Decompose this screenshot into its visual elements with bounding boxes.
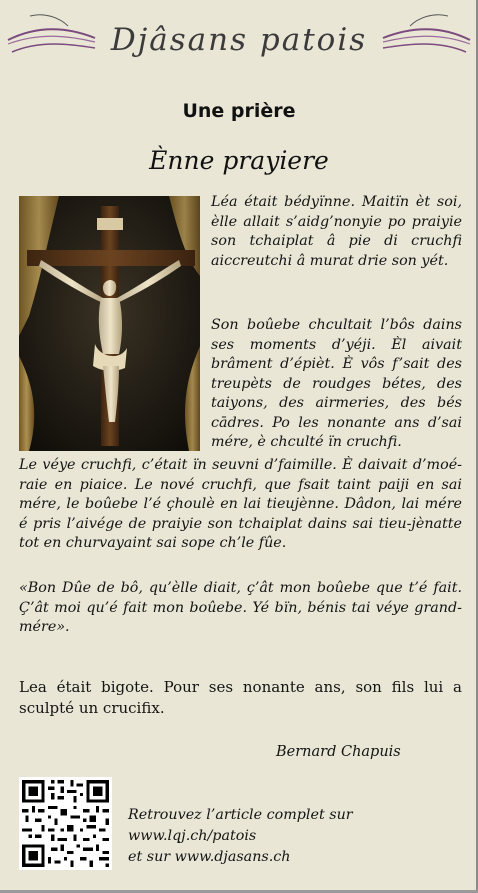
footer-line-1: Retrouvez l’article complet sur	[128, 807, 353, 823]
paragraph-2-wrapped: Son boûebe chcultait l’bôs dains ses moments d’yéji. Èl aivait brâment d’épièt. È vôs f’sait des treupèts de roudges bétes, des taiyons, des airmeries, des bés cādres. Po les nonante ans d’sai mére, è chculté ïn cruchfi.	[211, 317, 462, 450]
article-subtitle: Une prière	[182, 100, 296, 122]
crucifix-photo	[19, 196, 200, 451]
article-title: Ènne prayiere	[149, 146, 329, 175]
footer-link-djasans[interactable]: et sur www.djasans.ch	[128, 849, 291, 865]
french-summary: Lea était bigote. Pour ses nonante ans, son fils lui a sculpté un crucifix.	[19, 678, 462, 717]
qr-code-icon[interactable]	[19, 777, 112, 870]
paragraph-3: «Bon Dûe de bô, qu’èlle diait, ç’ât mon boûebe que t’é fait. Ç’ât moi qu’é fait mon boûebe. Yé bïn, bénis tai véye grand-mére».	[19, 580, 462, 635]
banner-title: Djâsans patois	[110, 22, 368, 58]
footer-link-lqj[interactable]: www.lqj.ch/patois	[128, 828, 257, 844]
footer-links	[128, 805, 458, 868]
paragraph-1: Léa était bédyïnne. Maitïn èt soi, èlle allait s’aidg’nonyie po praiyie son tchaiplat â pie di cruchfi aiccreutchi â murat drie son yét.	[211, 194, 462, 269]
author-name: Bernard Chapuis	[276, 744, 401, 760]
header-banner	[0, 10, 478, 70]
paragraph-2-full: Le véye cruchfi, c’était ïn seuvni d’faimille. È daivait d’moé-raie en piaice. Le nové cruchfi, que fsait taint paiji en sai mére, le boûebe l’é çhoulè en lai tieujènne. Dâdon, lai mére é pris l’aivége de praiyie son tchaiplat dains sai tieu-jènatte tot en churvayaint sai sope ch’le fûe.	[19, 457, 462, 551]
